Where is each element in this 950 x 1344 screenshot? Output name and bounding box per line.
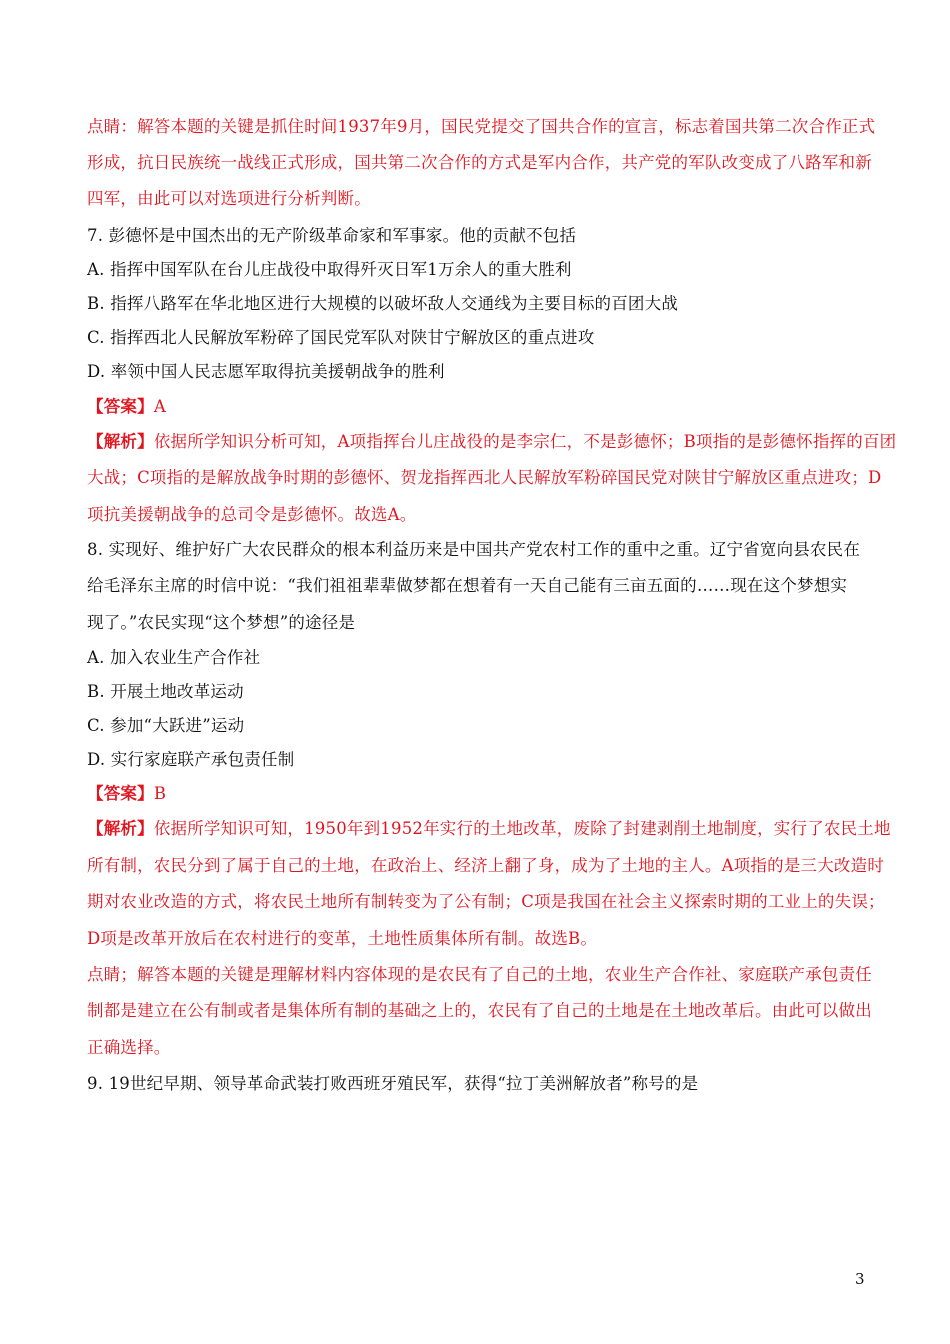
analysis-tag: 【解析】 (87, 432, 154, 451)
question-7-option-c: C. 指挥西北人民解放军粉碎了国民党军队对陕甘宁解放区的重点进攻 (87, 328, 595, 347)
answer-tag: 【答案】 (87, 397, 154, 416)
answer-tag: 【答案】 (87, 784, 154, 803)
hint-line: 形成，抗日民族统一战线正式形成，国共第二次合作的方式是军内合作，共产党的军队改变成了八路军和新 (87, 153, 872, 172)
analysis-line: 依据所学知识分析可知，A项指挥台儿庄战役的是李宗仁，不是彭德怀；B项指的是彭德怀指挥的百团 (153, 432, 897, 451)
question-8-stem: 8. 实现好、维护好广大农民群众的根本利益历来是中国共产党农村工作的重中之重。辽宁省宽向县农民在 (87, 540, 861, 559)
analysis-line: 依据所学知识可知，1950年到1952年实行的土地改革，废除了封建剥削土地制度，实行了农民土地 (153, 819, 891, 838)
question-7-option-b: B. 指挥八路军在华北地区进行大规模的以破坏敌人交通线为主要目标的百团大战 (87, 294, 679, 313)
hint-line: 四军，由此可以对选项进行分析判断。 (87, 189, 371, 208)
question-8-option-a: A. 加入农业生产合作社 (87, 648, 261, 667)
hint-line: 点睛：解答本题的关键是抓住时间1937年9月，国民党提交了国共合作的宣言，标志着国共第二次合作正式 (87, 117, 876, 136)
question-7-option-a: A. 指挥中国军队在台儿庄战役中取得歼灭日军1万余人的重大胜利 (87, 260, 572, 279)
analysis-line: 期对农业改造的方式，将农民土地所有制转变为了公有制；C项是我国在社会主义探索时期的工业上的失误； (87, 892, 885, 911)
page-number: 3 (855, 1270, 865, 1288)
question-8-option-c: C. 参加“大跃进”运动 (87, 716, 245, 735)
question-9-stem: 9. 19世纪早期、领导革命武装打败西班牙殖民军，获得“拉丁美洲解放者”称号的是 (87, 1074, 699, 1093)
question-8-stem: 给毛泽东主席的时信中说：“我们祖祖辈辈做梦都在想着有一天自己能有三亩五面的……现在这个梦想实 (87, 576, 848, 595)
hint-line: 正确选择。 (87, 1038, 171, 1057)
question-8-answer (87, 784, 877, 804)
analysis-line: D项是改革开放后在农村进行的变革，土地性质集体所有制。故选B。 (87, 929, 598, 948)
analysis-line: 大战；C项指的是解放战争时期的彭德怀、贺龙指挥西北人民解放军粉碎国民党对陕甘宁解放区重点进攻；D (87, 468, 882, 487)
hint-line: 点睛；解答本题的关键是理解材料内容体现的是农民有了自己的土地，农业生产合作社、家庭联产承包责任 (87, 965, 872, 984)
analysis-line: 项抗美援朝战争的总司令是彭德怀。故选A。 (87, 505, 417, 524)
answer-value: B (153, 784, 167, 803)
question-8-option-b: B. 开展土地改革运动 (87, 682, 244, 701)
analysis-line: 所有制，农民分到了属于自己的土地，在政治上、经济上翻了身，成为了土地的主人。A项指的是三大改造时 (87, 856, 885, 875)
analysis-tag: 【解析】 (87, 819, 154, 838)
question-7-option-d: D. 率领中国人民志愿军取得抗美援朝战争的胜利 (87, 362, 445, 381)
question-7-stem: 7. 彭德怀是中国杰出的无产阶级革命家和军事家。他的贡献不包括 (87, 226, 577, 245)
question-8-stem: 现了。”农民实现“这个梦想”的途径是 (87, 613, 356, 632)
question-8-option-d: D. 实行家庭联产承包责任制 (87, 750, 295, 769)
question-7-answer (87, 397, 877, 417)
question-7-analysis (87, 432, 897, 452)
question-8-analysis (87, 819, 891, 839)
answer-value: A (153, 397, 166, 416)
hint-line: 制都是建立在公有制或者是集体所有制的基础之上的，农民有了自己的土地是在土地改革后。由此可以做出 (87, 1001, 872, 1020)
